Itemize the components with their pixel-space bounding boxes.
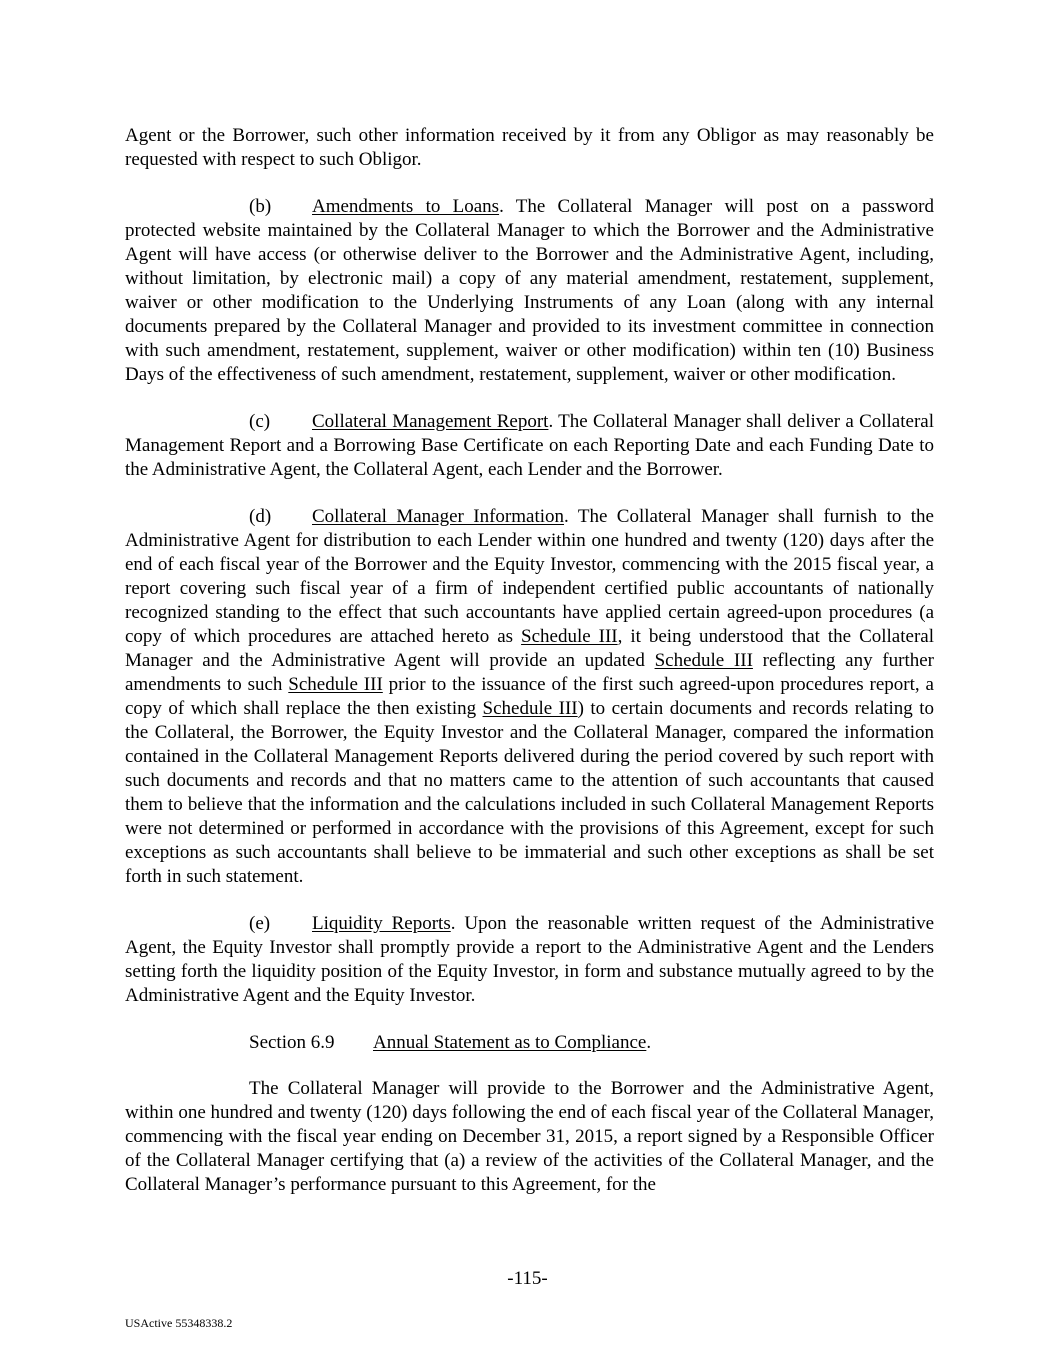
clause-text: prior to the issuance of the first such agreed-upon procedures report, a copy of which shall replace the then existing: [125, 674, 934, 719]
schedule-ref: Schedule III: [521, 626, 618, 647]
document-body: [125, 124, 934, 1220]
paragraph-c: [125, 410, 934, 482]
paragraph-section-body: The Collateral Manager will provide to the Borrower and the Administrative Agent, within one hundred and twenty (120) days following the end of each fiscal year of the Collateral Manager, commencing with the fiscal year ending on December 31, 2015, a report signed by a Responsible Officer of the Collateral Manager certifying that (a) a review of the activities of the Collateral Manager, and the Collateral Manager’s performance pursuant to this Agreement, for the: [125, 1078, 934, 1195]
clause-body: . The Collateral Manager shall deliver a Collateral Management Report and a Borrowing Base Certificate on each Reporting Date and each Funding Date to the Administrative Agent, the Collateral Agent, each Lender and the Borrower.: [125, 411, 934, 480]
paragraph-b: [125, 195, 934, 387]
clause-label: (d): [249, 506, 272, 527]
schedule-ref: Schedule III: [654, 650, 753, 671]
clause-text: . The Collateral Manager shall furnish to the Administrative Agent for distribution to each Lender within one hundred and twenty (120) days after the end of each fiscal year of the Borrower and the Equity Investor, commencing with the 2015 fiscal year, a report covering such fiscal year of a firm of independent certified public accountants of nationally recognized standing to the effect that such accountants have applied certain agreed-upon procedures (a copy of which procedures are attached hereto as: [125, 506, 934, 647]
paragraph-continued: Agent or the Borrower, such other information received by it from any Obligor as may reasonably be requested with respect to such Obligor.: [125, 125, 934, 170]
clause-heading: Amendments to Loans: [312, 196, 500, 217]
clause-body: . Upon the reasonable written request of the Administrative Agent, the Equity Investor shall promptly provide a report to the Administrative Agent and the Lenders setting forth the liquidity position of the Equity Investor, in form and substance mutually agreed to by the Administrative Agent and the Equity Investor.: [125, 913, 935, 1006]
clause-heading: Collateral Management Report: [312, 411, 549, 432]
clause-body: . The Collateral Manager will post on a password protected website maintained by the Collateral Manager to which the Borrower and the Administrative Agent will have access (or otherwise deliver to the Borrower and the Administrative Agent, including, without limitation, by electronic mail) a copy of any material amendment, restatement, supplement, waiver or other modification to the Underlying Instruments of any Loan (along with any internal documents prepared by the Collateral Manager and provided to its investment committee in connection with such amendment, restatement, supplement, waiver or other modification) within ten (10) Business Days of the effectiveness of such amendment, restatement, supplement, waiver or other modification.: [125, 196, 934, 385]
clause-text: reflecting any further amendments to such: [125, 650, 934, 695]
clause-label: (c): [249, 411, 271, 432]
clause-heading: Collateral Manager Information: [312, 506, 565, 527]
section-title: Annual Statement as to Compliance: [373, 1032, 647, 1053]
paragraph-e: [125, 912, 934, 1008]
document-id-footer: USActive 55348338.2: [125, 1316, 233, 1330]
clause-label: (b): [249, 196, 272, 217]
schedule-ref: Schedule III: [482, 698, 578, 719]
clause-label: (e): [249, 913, 271, 934]
section-number: Section 6.9: [249, 1032, 335, 1053]
schedule-ref: Schedule III: [288, 674, 383, 695]
clause-text: , it being understood that the Collateral Manager and the Administrative Agent will provide an updated: [125, 626, 934, 671]
clause-heading: Liquidity Reports: [312, 913, 451, 934]
clause-text: ) to certain documents and records relating to the Collateral, the Borrower, the Equity Investor and the Collateral Manager, compared the information contained in the Collateral Management Reports delivered during the period covered by such report with such documents and records and that no matters came to the attention of such accountants that caused them to believe that the information and the calculations included in such Collateral Management Reports were not determined or performed in accordance with the provisions of this Agreement, except for such exceptions as such accountants shall believe to be immaterial and such other exceptions as shall be set forth in such statement.: [125, 698, 934, 887]
paragraph-d: [125, 505, 934, 889]
section-heading: [125, 1031, 934, 1055]
section-period: .: [646, 1032, 652, 1053]
page-number: -115-: [507, 1268, 548, 1289]
